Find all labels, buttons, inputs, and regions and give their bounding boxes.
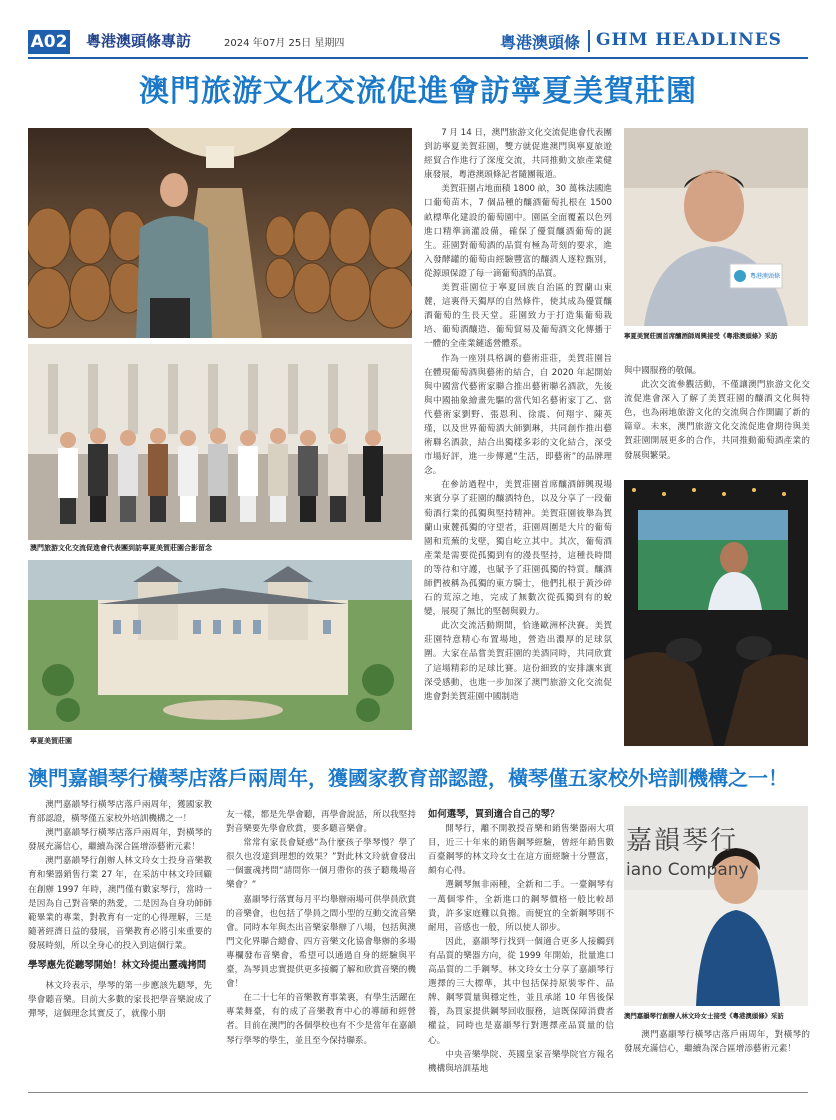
paragraph: 作為一座別具格調的藝術莊莊，美賀莊園旨在體現葡萄酒與藝術的結合，自 2020 年起開始與中國當代藝術家聯合推出藝術聯名酒款，先後與中國抽象繪畫先驅的當代知名藝術家丁乙、當代藝術家劉野、張恩利、徐震、何翔宇、陳英瑾，以及世界葡萄酒大師劉琳，共同創作推出藝術聯名酒款，結合出獨樣多彩的文化結合，深受市場好評，進一步傳遞“生活，即藝術”的品牌理念。	[424, 353, 612, 477]
paragraph: 中央音樂學院、英國皇家音樂學院官方報名機構與培訓基地	[428, 1049, 614, 1074]
section-name: 粵港澳頭條專訪	[86, 32, 192, 50]
paragraph: 在參訪過程中，美賀莊園首席釀酒師興現場來賓分享了莊園的釀酒特色，以及分享了一段葡萄酒行業的孤獨與堅持精神。美賀莊園彼舉為賀蘭山東麓孤獨的守望者，莊園周圍是大片的葡萄園和荒蕪的戈壁，獨自屹立其中。其次，葡萄酒產業是需要從孤獨到有的漫長堅持，這種長時間的等待和守護，也賦予了莊園孤獨的特質。釀酒師們被稱為孤獨的東方騎士，他們扎根于黃沙碎石的荒涼之地，完成了無數次從孤獨到有的蛻變，展現了無比的堅韌與毅力。	[424, 480, 612, 618]
story1-column-2	[624, 364, 810, 463]
paragraph: 美賀莊園占地面積 1800 畝，30 萬株法國進口葡萄苗木，7 個品種的釀酒葡萄扎根在 1500 畝標準化建設的葡萄園中。園區全面覆蓋以色列進口精準滴灌設備，確保了優質釀酒葡萄的誕生。莊園對葡萄酒的品質有極為苛刻的要求，進入發酵罐的葡萄由經驗豐富的釀酒人逐粒甄別，從源頭保證了每一滴葡萄酒的品質。	[424, 184, 612, 279]
story1-column-1	[424, 126, 612, 704]
football-screening-photo	[624, 480, 808, 746]
paragraph: 7 月 14 日，澳門旅游文化交流促進會代表團到訪寧夏美賀莊園，雙方就促進澳門與寧夏旅遊經貿合作進行了深度交流，共同推動文旅產業健康發展，粵港澳頭條記者隨團報道。	[424, 128, 612, 181]
header-rule	[28, 57, 808, 59]
mic-label: 粵港澳頭條	[750, 273, 781, 280]
story2-column-3	[428, 808, 614, 1076]
paragraph: 林文玲表示，學琴的第一步應該先聽琴，先學會聽音樂。目前大多數的家長把學音樂說成了彈琴，這個理念其實反了，就像小朋	[28, 981, 212, 1020]
paragraph: 嘉韻琴行落實每月平均舉辦兩場可供學員欣賞的音樂會，也包括了學員之間小型的互動交流音樂會。同時本年與杰出音樂家舉辦了八場，包括與澳門文化界聯合總會、四方音樂文化協會舉辦的多場專欄發布音樂會，希望可以通過自身的經驗與平臺，為琴員忠實提供更多接觸了解和欣賞音樂的機會！	[226, 894, 416, 990]
paragraph: 澳門嘉韻琴行橫琴店落戶兩周年，獲國家教育部認證，橫琴僅五家校外培訓機構之一！	[28, 800, 212, 825]
paragraph: 選鋼琴無非兩種，全新和二手。一臺鋼琴有一萬個零件，全新進口的鋼琴價格一般比較昂貴，許多家庭難以負擔。而便宜的全新鋼琴則不耐用，音感也一般，所以使人卻步。	[428, 880, 614, 933]
brand-separator	[588, 30, 590, 52]
subheading: 如何選琴，買到適合自己的琴？	[428, 809, 560, 820]
paragraph: 美賀莊園位于寧夏回族自治區的賀蘭山東麓，這裏得天獨厚的自然條件，使其成為優質釀酒葡萄的生長天堂。莊園致力于打造集葡萄栽培、葡萄酒釀造、葡萄貿易及葡萄酒文化傳播于一體的全產業鏈遙營體系。	[424, 283, 612, 350]
story2-column-4	[624, 1028, 810, 1056]
headline-2: 澳門嘉韻琴行橫琴店落戶兩周年，獲國家教育部認證，橫琴僅五家校外培訓機構之一！	[28, 766, 788, 790]
paragraph: 澳門嘉韻琴行橫琴店落戶兩周年，對橫琴的發展充滿信心，繼續為深合區增添藝術元素！	[28, 828, 212, 853]
story2-column-1	[28, 798, 212, 1021]
caption-interview: 寧夏美賀莊園首席釀酒師周興接受《粵港澳頭條》采訪	[624, 332, 778, 340]
caption-estate: 寧夏美賀莊園	[30, 737, 72, 745]
story2-column-2	[226, 808, 416, 1048]
issue-date: 2024 年07月 25日 星期四	[224, 38, 345, 49]
wine-cellar-photo	[28, 128, 412, 338]
paragraph: 此次交流活動期間，恰逢歐洲杯決賽。美賀莊園特意精心布置場地，營造出濃厚的足球氛圍。大家在品嘗美賀莊園的美酒同時，共同欣賞了這場精彩的足球比賽。這份細致的安排讓來賓深受感動，也進一步加深了澳門旅游文化交流促進會對美賀莊園中國制造	[424, 621, 612, 702]
paragraph: 友一樣，都是先學會聽，再學會說話，所以我堅持對音樂要先學會欣賞，要多聽音樂會。	[226, 810, 416, 835]
paragraph: 常常有家長會疑惑“為什麼孩子學琴慢？學了很久也沒達到理想的效果？”對此林文玲就會發出一個靈魂拷問“請問你一個月帶你的孩子聽幾場音樂會？”	[226, 838, 416, 891]
subheading: 學琴應先從聽琴開始！林文玲提出靈魂拷問	[28, 960, 207, 972]
page-number: A02	[28, 30, 70, 54]
piano-company-photo	[624, 806, 808, 1006]
caption-group-photo: 澳門旅游文化交流促進會代表團到訪寧夏美賀莊園合影留念	[30, 544, 212, 552]
paragraph: 澳門嘉韻琴行橫琴店落戶兩周年，對橫琴的發展充滿信心，繼續為深合區增添藝術元素！	[624, 1030, 810, 1055]
estate-aerial-photo	[28, 560, 412, 730]
sign-text-english: iano Company	[626, 860, 749, 880]
paragraph: 因此，嘉韻琴行找到一個適合更多人接觸到有品質的樂器方向，從 1999 年開始，批量進口高品質的二手鋼琴。林文玲女士分享了嘉韻琴行選擇的三大標準，其中包括保持原裝零件、品牌、鋼琴質量與穩定性，並且承諾 10 年售後保養，為買家提供鋼琴回收服務，這既保障消費者權益，同時也是嘉韻琴行對選擇產品質量的信心。	[428, 936, 614, 1046]
paragraph: 開琴行，離不開教授音樂和銷售樂器兩大項目，近三十年來的銷售鋼琴經驗，曾經年銷售數百臺鋼琴的林文玲女士在這方面經驗十分豐富，頗有心得。	[428, 824, 614, 877]
paragraph: 澳門嘉韻琴行創辦人林文玲女士投身音樂教育和樂器銷售行業 27 年，在采訪中林文玲回顧在創辦 1997 年時，澳門僅有數家琴行，當時一是因為自己對音樂的熱愛，二是因為自身功師師範畢業的專業，對教育有一定的心得理解，三是隨著經濟日益的發展，音樂教育必將引來重要的發展時刻，所以全身心的投入到這個行業。	[28, 856, 212, 951]
sign-text-chinese: 嘉韻琴行	[626, 826, 739, 856]
caption-founder: 澳門嘉韻琴行創辦人林文玲女士接受《粵港澳頭條》采訪	[624, 1012, 784, 1020]
group-photo	[28, 344, 412, 540]
paragraph: 在二十七年的音樂教育事業裏，有學生活躍在專業舞臺，有的成了音樂教育中心的導師和經營者。目前在澳門的各個學校也有不少是當年在嘉韻琴行學琴的學生，並且至今保持聯系。	[226, 993, 416, 1046]
interview-photo	[624, 128, 808, 326]
headline-1: 澳門旅游文化交流促進會訪寧夏美賀莊園	[139, 74, 697, 109]
paragraph: 與中國服務的敬佩。	[624, 366, 702, 376]
paragraph: 此次交流參觀活動，不僅讓澳門旅游文化交流促進會深入了解了美賀莊園的釀酒文化與特色，也為兩地旅游文化的交流與合作開闢了新的篇章。未來，澳門旅游文化交流促進會期待與美賀莊園開展更多的合作，共同推動葡萄酒產業的發展與繁榮。	[624, 380, 810, 461]
brand-english: GHM HEADLINES	[596, 30, 782, 50]
brand-chinese: 粵港澳頭條	[500, 33, 581, 52]
footer-rule	[28, 1092, 808, 1093]
